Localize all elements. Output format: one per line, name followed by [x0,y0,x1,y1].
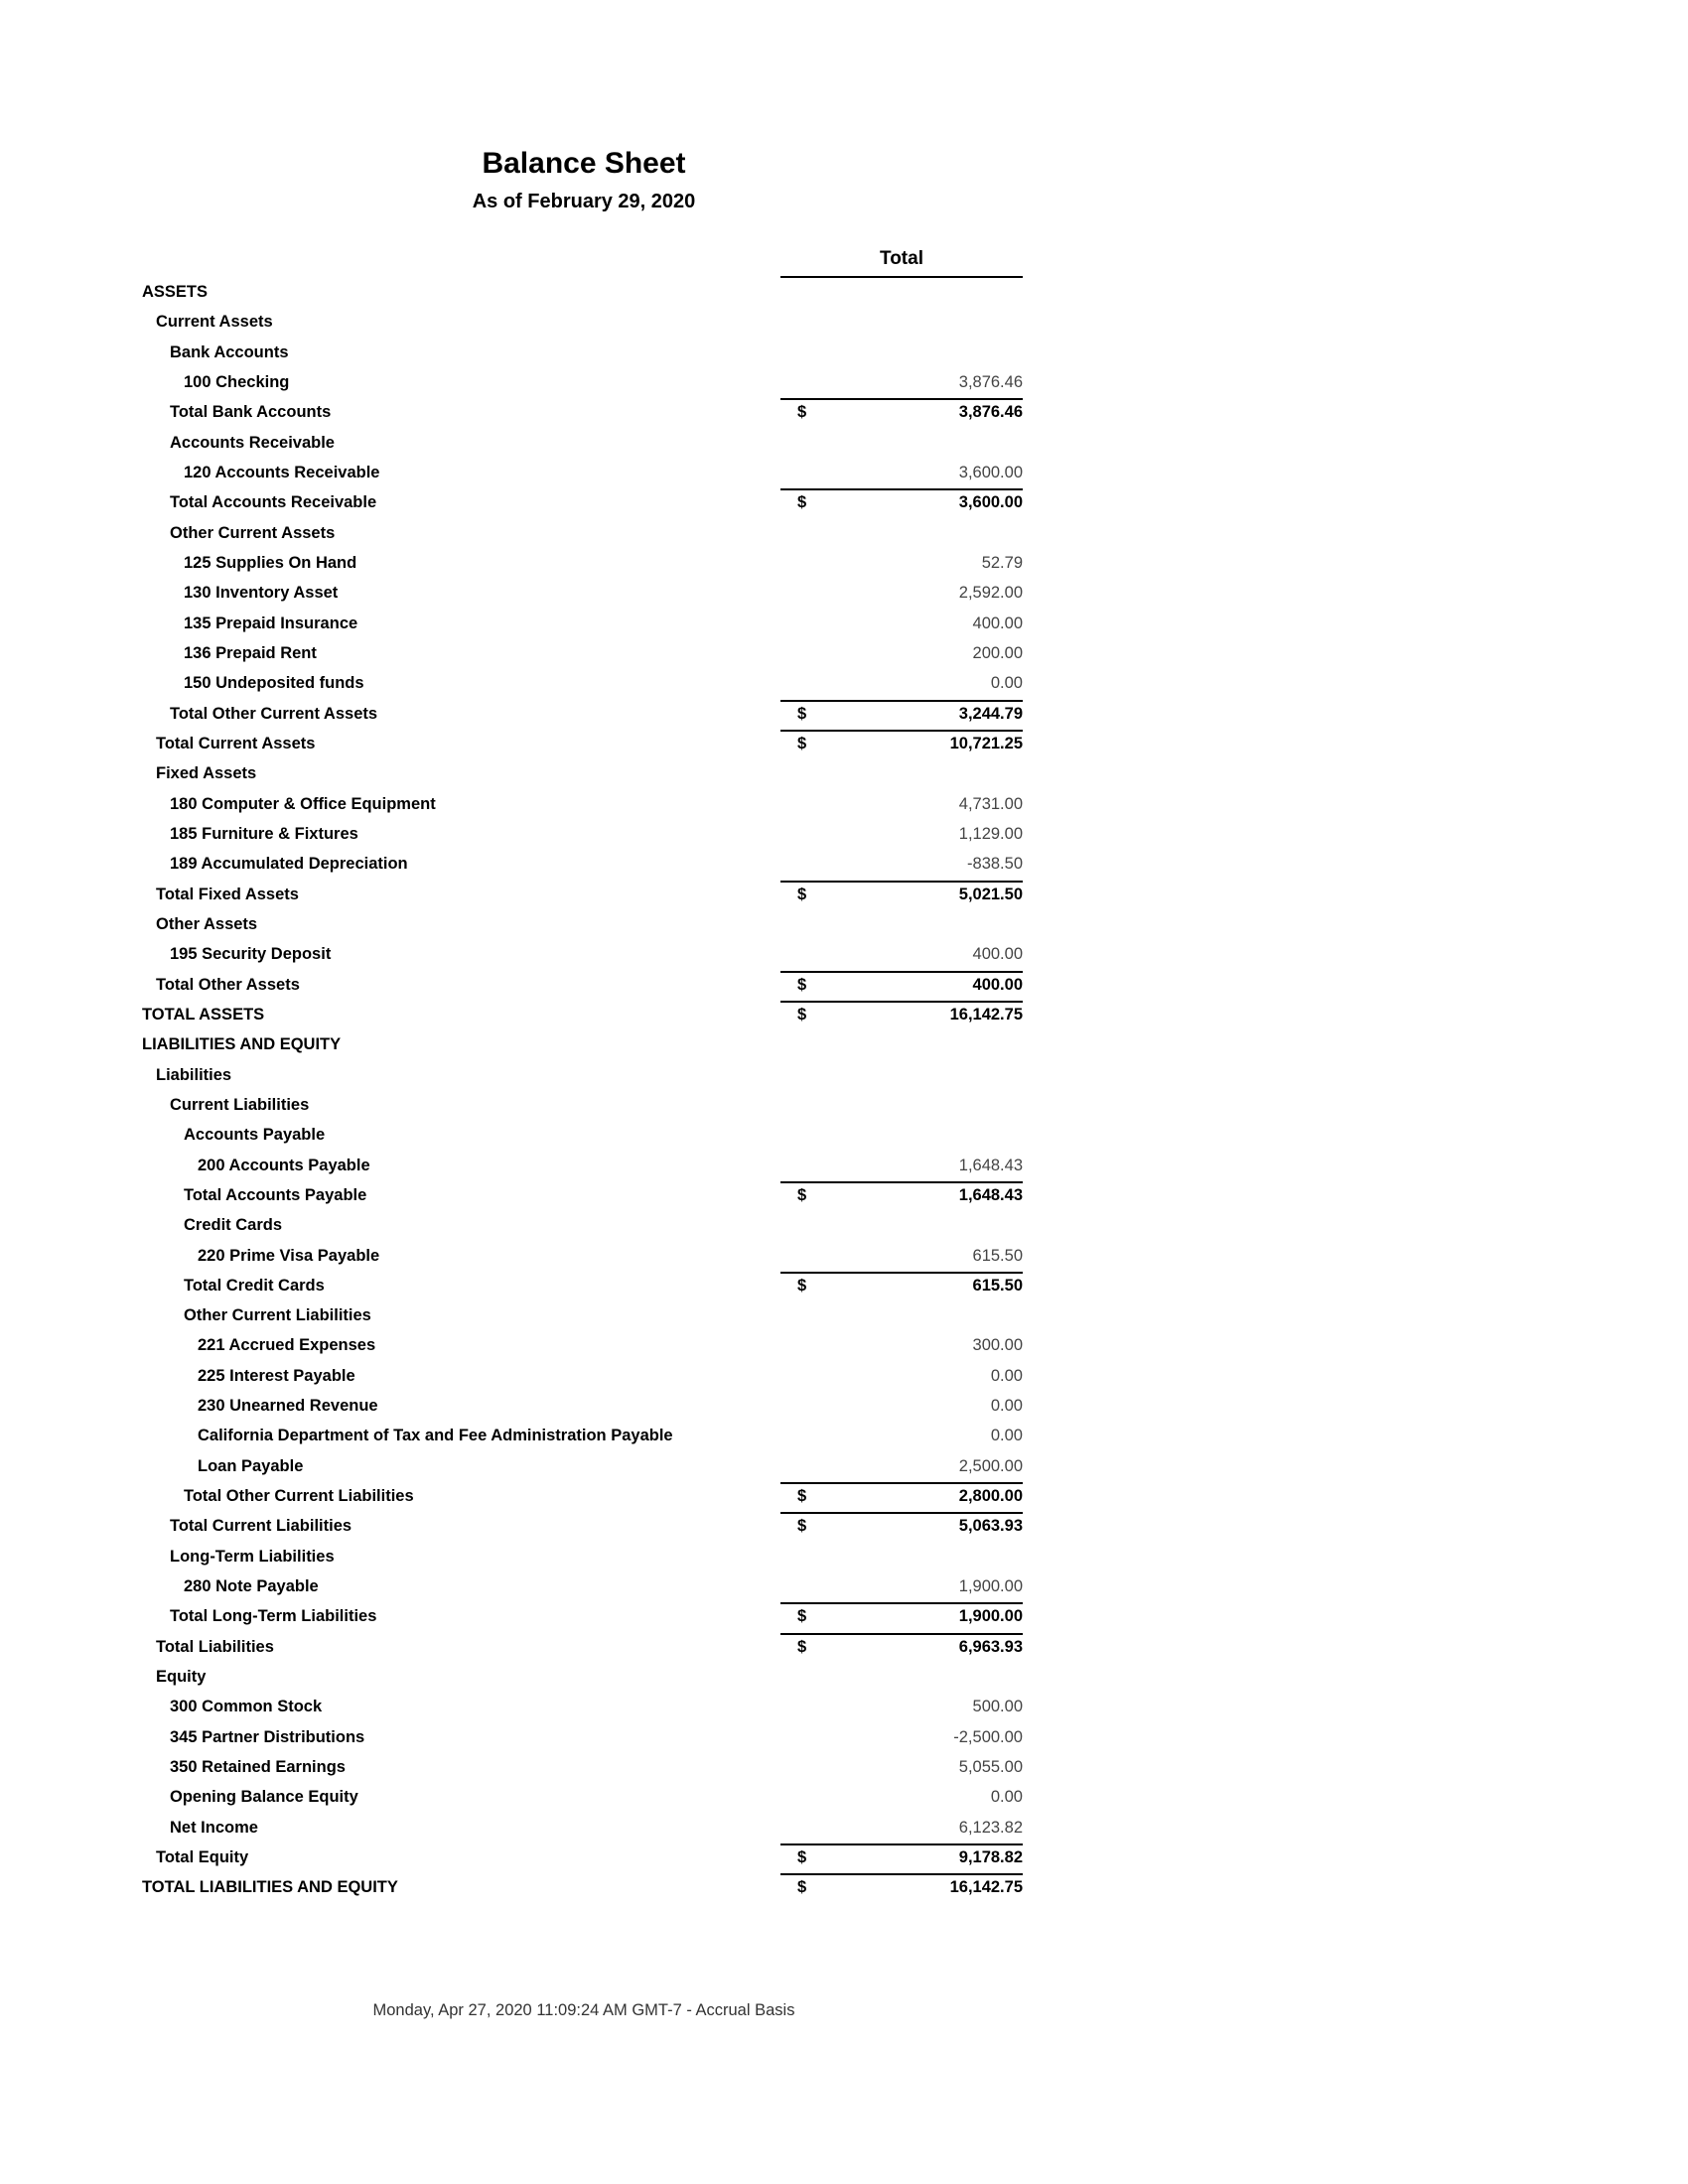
row-amount: 2,592.00 [958,584,1023,603]
row-label: TOTAL ASSETS [142,1005,265,1024]
total-row [0,1602,1688,1632]
row-label: 350 Retained Earnings [170,1758,346,1777]
row-label: 221 Accrued Expenses [198,1336,376,1355]
currency-symbol: $ [797,1517,807,1536]
currency-symbol: $ [797,1185,807,1204]
row-amount: 0.00 [990,1788,1023,1807]
row-label: Total Equity [156,1848,249,1867]
row-label: Bank Accounts [170,342,289,361]
section-header-row [0,1211,1688,1241]
row-label: Total Accounts Receivable [170,493,377,512]
row-label: Total Bank Accounts [170,403,332,422]
row-amount: 16,142.75 [949,1005,1023,1024]
row-label: LIABILITIES AND EQUITY [142,1035,342,1054]
report-title: Balance Sheet [482,147,686,180]
row-label: Opening Balance Equity [170,1788,358,1807]
row-amount: 2,800.00 [958,1487,1023,1506]
row-label: 189 Accumulated Depreciation [170,855,408,874]
row-amount: 5,021.50 [958,885,1023,903]
currency-symbol: $ [797,1487,807,1506]
row-label: 135 Prepaid Insurance [184,614,358,632]
total-row [0,881,1688,910]
account-row [0,1723,1688,1753]
account-row [0,1422,1688,1451]
account-row [0,1753,1688,1783]
account-row [0,1242,1688,1272]
currency-symbol: $ [797,1878,807,1897]
report-footer: Monday, Apr 27, 2020 11:09:24 AM GMT-7 - Accrual Basis [372,2001,795,2019]
row-label: 200 Accounts Payable [198,1156,370,1174]
row-amount: 0.00 [990,1366,1023,1385]
row-amount: 500.00 [972,1698,1023,1716]
row-amount: 400.00 [972,614,1023,632]
row-label: 345 Partner Distributions [170,1727,365,1746]
row-amount: 3,876.46 [958,372,1023,391]
row-amount: 615.50 [972,1246,1023,1265]
row-amount: 3,600.00 [958,493,1023,512]
total-row [0,1272,1688,1301]
section-header-row [0,308,1688,338]
section-header-row [0,1091,1688,1121]
total-rule [780,1843,1023,1845]
total-rule [780,881,1023,883]
currency-symbol: $ [797,1005,807,1024]
section-header-row [0,278,1688,308]
row-label: 130 Inventory Asset [184,584,339,603]
total-row [0,1843,1688,1873]
row-label: Equity [156,1668,207,1687]
row-label: Loan Payable [198,1456,304,1475]
total-rule [780,971,1023,973]
currency-symbol: $ [797,734,807,752]
account-row [0,610,1688,639]
row-amount: 0.00 [990,1397,1023,1416]
account-row [0,1783,1688,1813]
account-row [0,579,1688,609]
section-header-row [0,429,1688,459]
total-row [0,1633,1688,1663]
row-amount: 16,142.75 [949,1878,1023,1897]
row-label: Other Assets [156,914,258,933]
row-label: Total Current Assets [156,734,316,752]
row-label: 120 Accounts Receivable [184,463,380,481]
row-label: Current Assets [156,313,273,332]
total-row [0,1873,1688,1903]
total-row [0,1001,1688,1030]
account-row [0,368,1688,398]
row-amount: 6,963.93 [958,1637,1023,1656]
row-label: Total Long-Term Liabilities [170,1607,377,1626]
section-header-row [0,519,1688,549]
row-label: Credit Cards [184,1216,283,1235]
total-rule [780,1482,1023,1484]
row-label: Accounts Payable [184,1126,326,1145]
account-row [0,1362,1688,1392]
row-label: Accounts Receivable [170,433,335,452]
row-label: Total Other Current Liabilities [184,1487,414,1506]
total-row [0,1482,1688,1512]
row-amount: 1,129.00 [958,824,1023,843]
currency-symbol: $ [797,1848,807,1867]
total-rule [780,398,1023,400]
row-amount: 300.00 [972,1336,1023,1355]
section-header-row [0,1543,1688,1572]
row-label: 220 Prime Visa Payable [198,1246,380,1265]
total-row [0,730,1688,759]
row-label: Other Current Assets [170,523,336,542]
row-label: TOTAL LIABILITIES AND EQUITY [142,1878,398,1897]
currency-symbol: $ [797,975,807,994]
row-label: 230 Unearned Revenue [198,1397,378,1416]
account-row [0,1452,1688,1482]
section-header-row [0,1301,1688,1331]
row-label: 150 Undeposited funds [184,674,364,693]
row-amount: 4,731.00 [958,794,1023,813]
row-amount: 200.00 [972,643,1023,662]
row-amount: 9,178.82 [958,1848,1023,1867]
section-header-row [0,1061,1688,1091]
account-row [0,639,1688,669]
row-amount: 1,648.43 [958,1156,1023,1174]
row-label: Liabilities [156,1065,232,1084]
account-row [0,1331,1688,1361]
row-amount: -2,500.00 [953,1727,1023,1746]
total-rule [780,1272,1023,1274]
total-rule [780,730,1023,732]
currency-symbol: $ [797,885,807,903]
total-rule [780,488,1023,490]
row-amount: 3,600.00 [958,463,1023,481]
account-row [0,549,1688,579]
row-amount: 400.00 [972,975,1023,994]
row-label: 195 Security Deposit [170,945,332,964]
row-amount: 3,876.46 [958,403,1023,422]
row-label: California Department of Tax and Fee Administration Payable [198,1427,673,1445]
row-amount: 1,900.00 [958,1577,1023,1596]
total-rule [780,1633,1023,1635]
account-row [0,940,1688,970]
row-label: Total Other Current Assets [170,704,378,723]
account-row [0,1152,1688,1181]
currency-symbol: $ [797,1637,807,1656]
row-label: Total Credit Cards [184,1276,325,1295]
row-label: 225 Interest Payable [198,1366,355,1385]
currency-symbol: $ [797,1607,807,1626]
section-header-row [0,910,1688,940]
row-label: Long-Term Liabilities [170,1547,335,1566]
row-label: 300 Common Stock [170,1698,323,1716]
row-label: Total Fixed Assets [156,885,299,903]
row-amount: 615.50 [972,1276,1023,1295]
row-amount: 0.00 [990,674,1023,693]
row-label: 185 Furniture & Fixtures [170,824,358,843]
total-rule [780,1001,1023,1003]
report-subtitle: As of February 29, 2020 [472,191,696,212]
account-row [0,1693,1688,1722]
total-rule [780,1181,1023,1183]
currency-symbol: $ [797,493,807,512]
row-amount: 3,244.79 [958,704,1023,723]
account-row [0,850,1688,880]
total-row [0,488,1688,518]
row-label: Net Income [170,1818,258,1837]
balance-sheet-rows [0,278,1688,1904]
account-row [0,790,1688,820]
row-label: Fixed Assets [156,764,257,783]
row-amount: 6,123.82 [958,1818,1023,1837]
row-amount: 1,648.43 [958,1185,1023,1204]
account-row [0,820,1688,850]
column-header-total: Total [880,248,923,269]
row-label: Total Other Assets [156,975,300,994]
account-row [0,459,1688,488]
row-amount: 5,055.00 [958,1758,1023,1777]
row-amount: 0.00 [990,1427,1023,1445]
section-header-row [0,1121,1688,1151]
total-rule [780,700,1023,702]
total-rule [780,1602,1023,1604]
row-amount: -838.50 [967,855,1023,874]
total-row [0,398,1688,428]
row-label: Total Accounts Payable [184,1185,367,1204]
section-header-row [0,759,1688,789]
account-row [0,1572,1688,1602]
row-amount: 52.79 [981,553,1023,572]
row-amount: 1,900.00 [958,1607,1023,1626]
row-label: 125 Supplies On Hand [184,553,357,572]
row-label: Current Liabilities [170,1095,310,1114]
total-rule [780,1873,1023,1875]
row-label: Total Current Liabilities [170,1517,352,1536]
row-label: ASSETS [142,283,209,301]
row-amount: 10,721.25 [949,734,1023,752]
total-row [0,1181,1688,1211]
row-amount: 5,063.93 [958,1517,1023,1536]
total-rule [780,1512,1023,1514]
section-header-row [0,1030,1688,1060]
section-header-row [0,1663,1688,1693]
total-row [0,1512,1688,1542]
row-amount: 400.00 [972,945,1023,964]
row-label: Other Current Liabilities [184,1306,371,1325]
row-label: 136 Prepaid Rent [184,643,317,662]
section-header-row [0,339,1688,368]
currency-symbol: $ [797,403,807,422]
currency-symbol: $ [797,1276,807,1295]
account-row [0,1392,1688,1422]
total-row [0,700,1688,730]
row-amount: 2,500.00 [958,1456,1023,1475]
row-label: 280 Note Payable [184,1577,319,1596]
row-label: Total Liabilities [156,1637,274,1656]
row-label: 180 Computer & Office Equipment [170,794,436,813]
account-row [0,669,1688,699]
account-row [0,1814,1688,1843]
total-row [0,971,1688,1001]
row-label: 100 Checking [184,372,290,391]
currency-symbol: $ [797,704,807,723]
